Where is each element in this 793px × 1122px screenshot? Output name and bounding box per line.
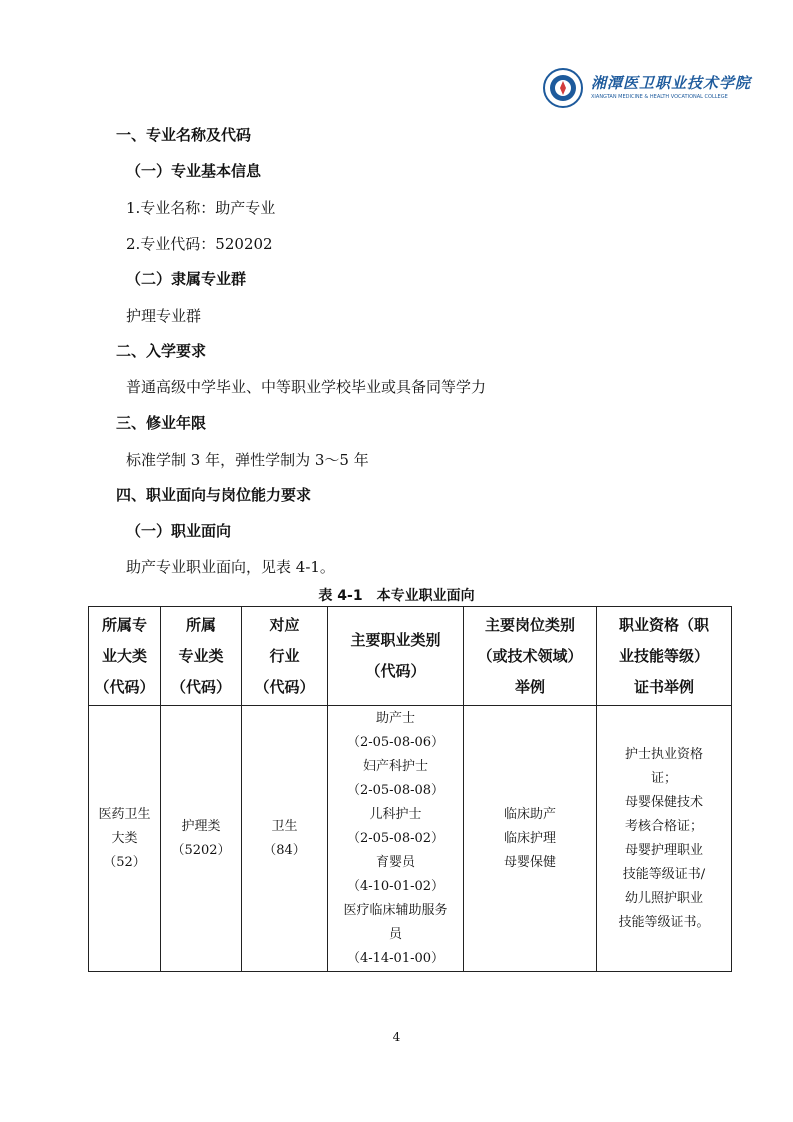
cell-occupation-category: 助产士 （2-05-08-06） 妇产科护士 （2-05-08-08） 儿科护士 （2-05-08-02） 育婴员 （4-10-01-02） 医疗临床辅助服务 员 （4-14-01-00） <box>328 706 464 972</box>
study-duration: 标准学制 3 年，弹性学制为 3～5 年 <box>126 451 369 469</box>
page-number: 4 <box>392 1030 401 1044</box>
occupation-table <box>88 606 732 972</box>
section-4-title: 四、职业面向与岗位能力要求 <box>116 486 312 504</box>
table-header-row <box>89 607 732 706</box>
logo-text-cn: 湘潭医卫职业技术学院 <box>591 74 752 92</box>
cell-major-category: 医药卫生 大类 （52） <box>89 706 161 972</box>
admission-requirement: 普通高级中学毕业、中等职业学校毕业或具备同等学力 <box>126 378 487 396</box>
table-row <box>89 706 732 972</box>
header-position-category: 主要岗位类别 （或技术领域） 举例 <box>464 607 597 706</box>
cell-position-category: 临床助产 临床护理 母婴保健 <box>464 706 597 972</box>
header-industry: 对应 行业 （代码） <box>242 607 328 706</box>
section-4-subtitle-1: （一）职业面向 <box>126 522 232 540</box>
section-2-title: 二、入学要求 <box>116 342 207 360</box>
major-code: 2.专业代码：520202 <box>126 235 273 253</box>
section-3-title: 三、修业年限 <box>116 414 207 432</box>
header-occupation-category: 主要职业类别 （代码） <box>328 607 464 706</box>
section-1-subtitle-1: （一）专业基本信息 <box>126 162 262 180</box>
table-reference-text: 助产专业职业面向，见表 4-1。 <box>126 558 335 576</box>
college-emblem-icon <box>543 68 583 108</box>
section-1-title: 一、专业名称及代码 <box>116 126 252 144</box>
section-1-subtitle-2: （二）隶属专业群 <box>126 270 247 288</box>
header-certificates: 职业资格（职 业技能等级） 证书举例 <box>597 607 732 706</box>
major-name: 1.专业名称：助产专业 <box>126 199 276 217</box>
cell-major-class: 护理类 （5202） <box>161 706 242 972</box>
logo-text-en: XIANGTAN MEDICINE & HEALTH VOCATIONAL COLLEGE <box>591 94 728 100</box>
header-major-class: 所属 专业类 （代码） <box>161 607 242 706</box>
header-major-category: 所属专 业大类 （代码） <box>89 607 161 706</box>
table-caption: 表 4-1 本专业职业面向 <box>318 588 475 604</box>
college-logo <box>533 64 752 114</box>
cell-certificates: 护士执业资格 证； 母婴保健技术 考核合格证； 母婴护理职业 技能等级证书/ 幼儿照护职业 技能等级证书。 <box>597 706 732 972</box>
major-group: 护理专业群 <box>126 307 202 325</box>
cell-industry: 卫生 （84） <box>242 706 328 972</box>
